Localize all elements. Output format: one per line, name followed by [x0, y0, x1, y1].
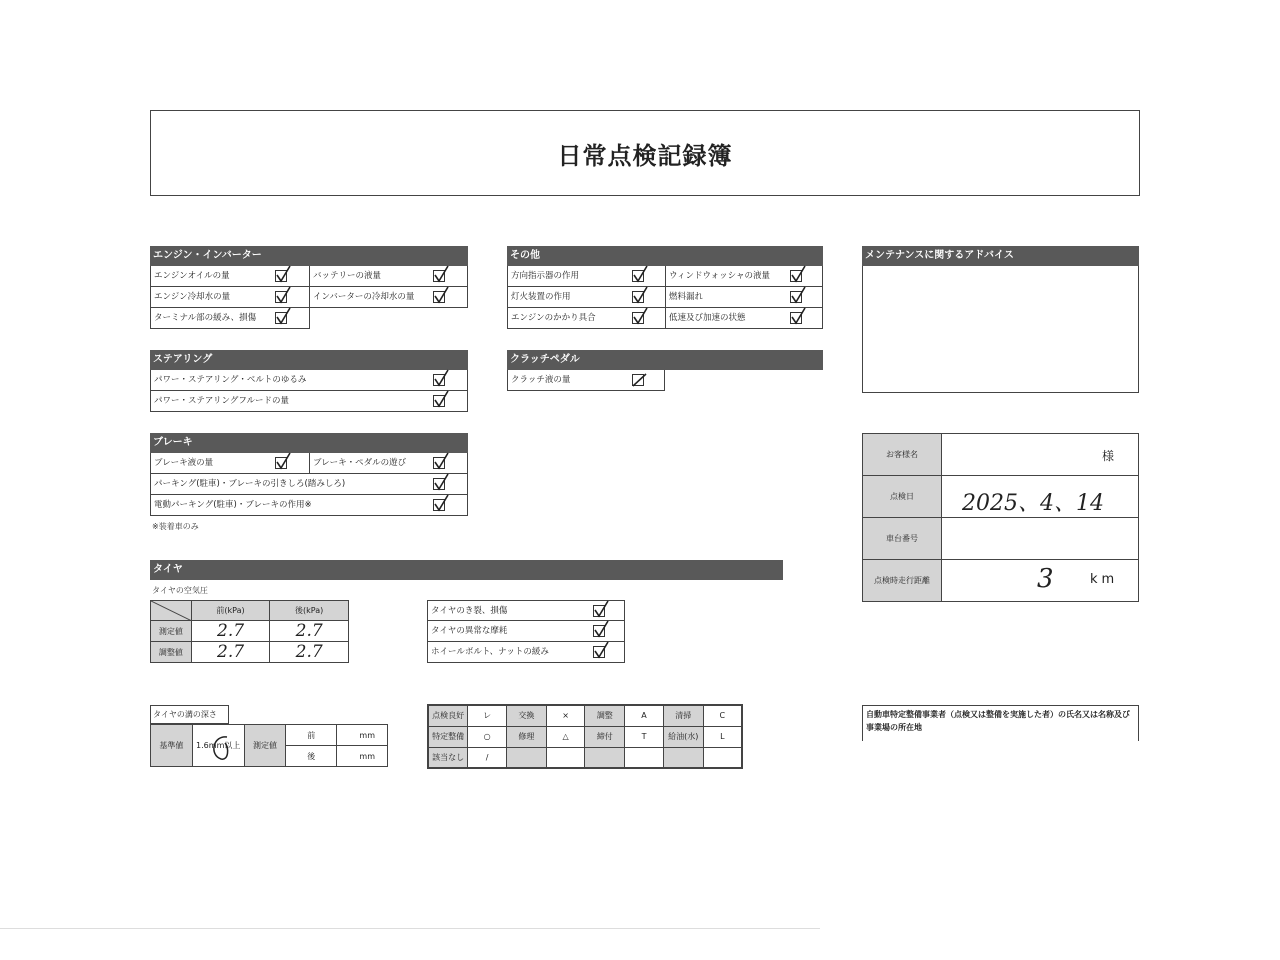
other-section-header: その他 — [507, 246, 823, 266]
business-info-box — [862, 705, 1139, 741]
adjusted-label: 調整値 — [151, 642, 192, 663]
legend-key: 特定整備 — [428, 726, 468, 747]
legend-value: T — [625, 726, 664, 747]
checkmark-icon — [592, 600, 610, 618]
checkmark-icon — [789, 286, 807, 304]
engine-section-header: エンジン・インバーター — [150, 246, 468, 266]
checkbox-parking-brake[interactable] — [433, 478, 445, 490]
diagonal-line-icon — [151, 601, 192, 621]
legend-value: / — [468, 747, 507, 768]
tread-front-label: 前 — [286, 725, 337, 746]
tread-rear-label: 後 — [286, 746, 337, 767]
other-item-label: 灯火装置の作用 — [511, 292, 571, 302]
adjusted-rear-value[interactable]: 2.7 — [270, 642, 349, 663]
engine-item-label: ターミナル部の緩み、損傷 — [154, 313, 257, 323]
other-item-label: 燃料漏れ — [669, 292, 704, 302]
title-box — [150, 110, 1140, 196]
tire-check-row-1 — [427, 600, 625, 621]
advice-box[interactable] — [862, 266, 1139, 393]
checkmark-icon — [631, 286, 649, 304]
engine-item-label: エンジン冷却水の量 — [154, 292, 231, 302]
brake-item-label: 電動パーキング(駐車)・ブレーキの作用※ — [154, 500, 312, 510]
slash-mark-icon — [631, 369, 649, 387]
clutch-section-header: クラッチペダル — [507, 350, 823, 370]
tread-measured-label: 測定値 — [244, 725, 286, 767]
checkbox-coolant[interactable] — [275, 291, 287, 303]
checkmark-icon — [432, 369, 450, 387]
checkbox-engine-start[interactable] — [632, 312, 644, 324]
checkbox-steering-belt[interactable] — [433, 374, 445, 386]
checkmark-icon — [432, 265, 450, 283]
checkmark-icon — [432, 494, 450, 512]
checkmark-icon — [432, 390, 450, 408]
mileage-value: 3 — [1037, 564, 1054, 594]
checkmark-icon — [432, 286, 450, 304]
mileage-field[interactable] — [942, 560, 1138, 601]
checkmark-icon — [789, 307, 807, 325]
legend-key: 点検良好 — [428, 705, 468, 726]
tread-rear-unit[interactable]: mm — [337, 746, 388, 767]
legend-empty-cell — [703, 747, 742, 768]
legend-key: 清掃 — [663, 705, 703, 726]
measured-rear-value[interactable]: 2.7 — [270, 621, 349, 642]
legend-table — [427, 704, 743, 769]
other-item-label: エンジンのかかり具合 — [511, 313, 596, 323]
checkbox-fuel-leak[interactable] — [790, 291, 802, 303]
legend-value: L — [703, 726, 742, 747]
customer-name-field[interactable] — [942, 434, 1138, 476]
brake-item-label: パーキング(駐車)・ブレーキの引きしろ(踏みしろ) — [154, 479, 346, 489]
tire-check-row-3 — [427, 642, 625, 663]
checkmark-icon — [274, 307, 292, 325]
tire-section-header: タイヤ — [150, 560, 783, 580]
checkbox-brake-fluid[interactable] — [275, 457, 287, 469]
checkbox-electric-parking[interactable] — [433, 499, 445, 511]
tread-depth-table — [150, 724, 388, 767]
measured-label: 測定値 — [151, 621, 192, 642]
other-row-2 — [507, 287, 823, 308]
checkbox-inverter-coolant[interactable] — [433, 291, 445, 303]
tread-depth-label: タイヤの溝の深さ — [150, 705, 229, 724]
legend-key: 給油(水) — [663, 726, 703, 747]
checkbox-wheel-bolts[interactable] — [593, 646, 605, 658]
engine-item-label: インバーターの冷却水の量 — [313, 292, 415, 302]
engine-row-3 — [150, 308, 310, 329]
tire-check-label: ホイールボルト、ナットの緩み — [431, 647, 549, 657]
checkmark-icon — [631, 265, 649, 283]
brake-item-label: ブレーキ液の量 — [154, 458, 214, 468]
tire-check-label: タイヤの異常な摩耗 — [431, 626, 508, 636]
legend-key: 交換 — [506, 705, 546, 726]
brake-note: ※装着車のみ — [152, 522, 199, 531]
engine-item-label: バッテリーの液量 — [313, 271, 382, 281]
checkbox-turn-signal[interactable] — [632, 270, 644, 282]
engine-item-label: エンジンオイルの量 — [154, 271, 230, 281]
checkbox-tire-wear[interactable] — [593, 625, 605, 637]
other-item-label: 方向指示器の作用 — [511, 271, 580, 281]
steering-item-label: パワー・ステアリング・ベルトのゆるみ — [154, 375, 307, 385]
name-suffix: 様 — [1101, 449, 1114, 463]
other-item-label: 低速及び加速の状態 — [669, 313, 746, 323]
checkbox-clutch-fluid[interactable] — [632, 374, 644, 386]
checkmark-icon — [274, 265, 292, 283]
tread-standard-label: 基準値 — [151, 725, 193, 767]
checkmark-icon — [592, 641, 610, 659]
checkbox-brake-pedal[interactable] — [433, 457, 445, 469]
steering-item-label: パワー・ステアリングフルードの量 — [154, 396, 289, 406]
mileage-unit: km — [1090, 572, 1119, 587]
tire-pressure-label: タイヤの空気圧 — [152, 586, 208, 595]
checkbox-lights[interactable] — [632, 291, 644, 303]
checkmark-icon — [274, 452, 292, 470]
legend-empty-cell — [506, 747, 546, 768]
legend-value: レ — [468, 705, 507, 726]
legend-key: 調整 — [585, 705, 625, 726]
checkbox-engine-oil[interactable] — [275, 270, 287, 282]
checkbox-terminal[interactable] — [275, 312, 287, 324]
other-item-label: ウィンドウォッシャの液量 — [669, 271, 770, 281]
tire-check-label: タイヤのき裂、損傷 — [431, 606, 508, 616]
legend-empty-cell — [546, 747, 585, 768]
legend-value: ○ — [468, 726, 507, 747]
steering-section-header: ステアリング — [150, 350, 468, 370]
circle-mark-icon — [205, 733, 235, 763]
legend-key: 締付 — [585, 726, 625, 747]
steering-row-2 — [150, 391, 468, 412]
checkmark-icon — [274, 286, 292, 304]
chassis-number-field[interactable] — [942, 518, 1138, 560]
checkbox-steering-fluid[interactable] — [433, 395, 445, 407]
brake-section-header: ブレーキ — [150, 433, 468, 453]
other-row-1 — [507, 266, 823, 287]
customer-info-box — [862, 433, 1139, 602]
measured-front-value[interactable]: 2.7 — [191, 621, 270, 642]
tread-front-unit[interactable]: mm — [337, 725, 388, 746]
clutch-row-1 — [507, 370, 665, 391]
inspection-date-label: 点検日 — [863, 476, 942, 518]
mileage-label: 点検時走行距離 — [863, 560, 942, 601]
legend-value: A — [625, 705, 664, 726]
adjusted-front-value[interactable]: 2.7 — [191, 642, 270, 663]
chassis-number-label: 車台番号 — [863, 518, 942, 560]
legend-value: × — [546, 705, 585, 726]
checkmark-icon — [631, 307, 649, 325]
legend-empty-cell — [585, 747, 625, 768]
checkbox-battery[interactable] — [433, 270, 445, 282]
page-title: 日常点検記録簿 — [557, 141, 733, 170]
legend-key: 該当なし — [428, 747, 468, 768]
inspection-date-field[interactable] — [942, 476, 1138, 518]
scan-edge-line — [0, 928, 820, 929]
tread-standard-value-cell — [192, 725, 244, 767]
legend-value: △ — [546, 726, 585, 747]
checkbox-washer[interactable] — [790, 270, 802, 282]
legend-empty-cell — [625, 747, 664, 768]
rear-header: 後(kPa) — [270, 601, 349, 621]
brake-row-1 — [150, 453, 468, 474]
tread-standard-value: 1.6mm以上 — [196, 741, 241, 750]
checkmark-icon — [789, 265, 807, 283]
brake-row-2 — [150, 474, 468, 495]
legend-key: 修理 — [506, 726, 546, 747]
checkbox-tire-crack[interactable] — [593, 605, 605, 617]
engine-row-2 — [150, 287, 468, 308]
tire-pressure-table — [150, 600, 349, 663]
other-row-3 — [507, 308, 823, 329]
tire-check-row-2 — [427, 621, 625, 642]
brake-row-3 — [150, 495, 468, 516]
pressure-corner-cell — [151, 601, 192, 621]
front-header: 前(kPa) — [191, 601, 270, 621]
legend-empty-cell — [663, 747, 703, 768]
steering-row-1 — [150, 370, 468, 391]
inspection-date-value: 2025、4、14 — [962, 491, 1104, 516]
advice-section-header: メンテナンスに関するアドバイス — [862, 246, 1139, 266]
brake-item-label: ブレーキ・ペダルの遊び — [313, 458, 407, 468]
checkmark-icon — [432, 452, 450, 470]
checkbox-acceleration[interactable] — [790, 312, 802, 324]
clutch-item-label: クラッチ液の量 — [511, 375, 571, 385]
customer-name-label: お客様名 — [863, 434, 942, 476]
engine-row-1 — [150, 266, 468, 287]
business-info-label: 自動車特定整備事業者（点検又は整備を実施した者）の氏名又は名称及び事業場の所在地 — [866, 710, 1130, 732]
checkmark-icon — [432, 473, 450, 491]
legend-value: C — [703, 705, 742, 726]
checkmark-icon — [592, 620, 610, 638]
